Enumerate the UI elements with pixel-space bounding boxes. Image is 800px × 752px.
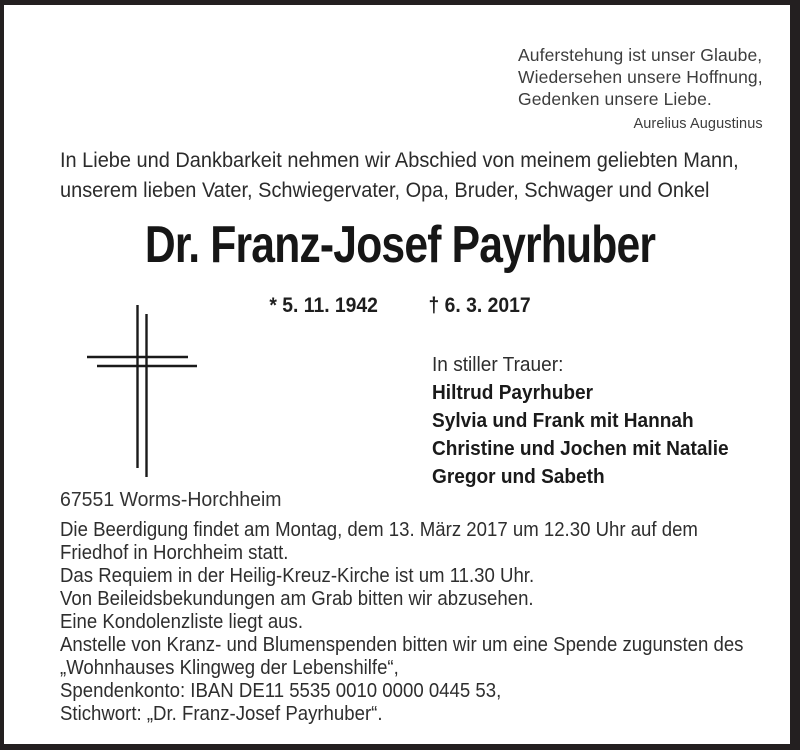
epigraph-line: Wiedersehen unsere Hoffnung, (518, 67, 763, 87)
details-line: Von Beileidsbekundungen am Grab bitten wir abzusehen. (60, 588, 534, 610)
location-line: 67551 Worms-Horchheim (60, 488, 282, 511)
mourner-name: Sylvia und Frank mit Hannah (432, 409, 694, 432)
birth-date: * 5. 11. 1942 (269, 294, 378, 317)
mourner-name: Christine und Jochen mit Natalie (432, 437, 729, 460)
details-line: Friedhof in Horchheim statt. (60, 542, 289, 564)
intro-line: unserem lieben Vater, Schwiegervater, Opa, Bruder, Schwager und Onkel (60, 179, 710, 202)
details-line: Stichwort: „Dr. Franz-Josef Payrhuber“. (60, 703, 383, 725)
details-line: Spendenkonto: IBAN DE11 5535 0010 0000 0445 53, (60, 680, 502, 702)
intro-line: In Liebe und Dankbarkeit nehmen wir Abschied von meinem geliebten Mann, (60, 149, 739, 172)
details-line: Die Beerdigung findet am Montag, dem 13. März 2017 um 12.30 Uhr auf dem (60, 519, 698, 541)
memorial-cross-icon (85, 303, 205, 483)
mourners-block (432, 351, 729, 491)
details-line: Eine Kondolenzliste liegt aus. (60, 611, 303, 633)
details-line: Anstelle von Kranz- und Blumenspenden bitten wir um eine Spende zugunsten des (60, 634, 744, 656)
funeral-details (60, 519, 743, 726)
epigraph-line: Auferstehung ist unser Glaube, (518, 45, 763, 65)
mourner-name: Hiltrud Payrhuber (432, 381, 594, 404)
epigraph-quote (518, 44, 763, 135)
epigraph-line: Gedenken unsere Liebe. (518, 89, 712, 109)
details-line: „Wohnhauses Klingweg der Lebenshilfe“, (60, 657, 399, 679)
intro-text (60, 146, 739, 206)
mourners-label: In stiller Trauer: (432, 353, 564, 376)
epigraph-attribution: Aurelius Augustinus (633, 116, 763, 132)
deceased-name: Dr. Franz-Josef Payrhuber (144, 216, 656, 274)
details-line: Das Requiem in der Heilig-Kreuz-Kirche ist um 11.30 Uhr. (60, 565, 535, 587)
death-date: † 6. 3. 2017 (428, 294, 531, 317)
mourner-name: Gregor und Sabeth (432, 465, 605, 488)
